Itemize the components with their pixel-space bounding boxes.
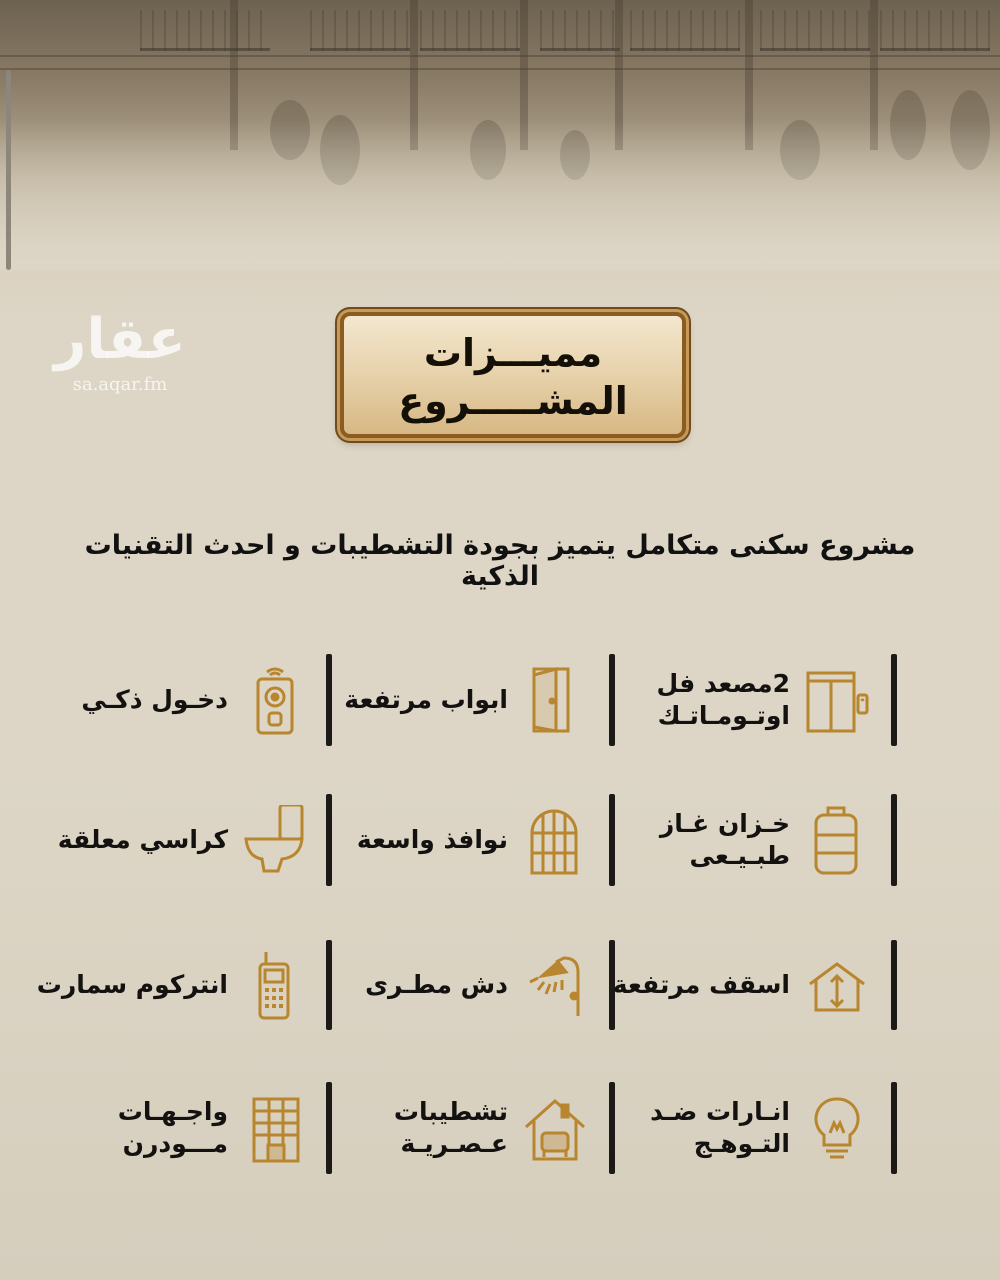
feature-label: كراسي معلقة bbox=[57, 825, 228, 854]
feature-label: دش مطـرى bbox=[365, 970, 508, 999]
feature-label: اسقف مرتفعة bbox=[612, 970, 790, 999]
feature-smart-entry bbox=[48, 655, 308, 745]
watermark-logo: عقار bbox=[54, 307, 186, 372]
separator bbox=[891, 940, 897, 1030]
feature-rain-shower bbox=[328, 940, 588, 1030]
feature-label: ابواب مرتفعة bbox=[344, 685, 508, 714]
high-ceiling-icon bbox=[804, 950, 870, 1020]
window-icon bbox=[522, 805, 588, 875]
feature-label: تشطيبات عـصـريـة bbox=[393, 1097, 508, 1158]
feature-elevator bbox=[610, 655, 870, 745]
feature-smart-intercom bbox=[36, 940, 308, 1030]
intercom-icon bbox=[242, 950, 308, 1020]
title-plate bbox=[340, 312, 686, 438]
feature-high-ceilings bbox=[610, 940, 870, 1030]
lightbulb-icon bbox=[804, 1093, 870, 1163]
watermark-url: sa.aqar.fm bbox=[72, 374, 168, 395]
aqar-watermark bbox=[40, 305, 200, 395]
feature-label: واجـهـات مـــودرن bbox=[117, 1097, 228, 1158]
separator bbox=[891, 1082, 897, 1174]
title-line-1: مميـــزات bbox=[423, 331, 603, 375]
toilet-icon bbox=[242, 805, 308, 875]
feature-label: نوافذ واسعة bbox=[356, 825, 508, 854]
building-photo bbox=[0, 0, 1000, 270]
feature-label: دخـول ذكـي bbox=[81, 685, 228, 714]
separator bbox=[891, 654, 897, 746]
title-line-2: المشـــــروع bbox=[398, 379, 628, 423]
feature-label: 2مصعد فل اوتـومـاتـك bbox=[656, 669, 790, 730]
house-finishing-icon bbox=[522, 1093, 588, 1163]
intro-text: مشروع سكنى متكامل يتميز بجودة التشطيبات و احدث التقنيات الذكية bbox=[84, 530, 916, 592]
feature-modern-facades bbox=[48, 1083, 308, 1173]
feature-anti-glare-lighting bbox=[610, 1083, 870, 1173]
rain-shower-icon bbox=[522, 950, 588, 1020]
feature-gas-tank bbox=[610, 795, 870, 885]
elevator-icon bbox=[804, 665, 870, 735]
feature-label: انتركوم سمارت bbox=[36, 970, 228, 999]
smart-entry-icon bbox=[242, 665, 308, 735]
feature-wall-hung-toilets bbox=[48, 795, 308, 885]
separator bbox=[891, 794, 897, 886]
gas-tank-icon bbox=[804, 805, 870, 875]
door-icon bbox=[522, 665, 588, 735]
feature-doors bbox=[328, 655, 588, 745]
scrollbar[interactable] bbox=[6, 70, 11, 270]
feature-modern-finishing bbox=[328, 1083, 588, 1173]
feature-windows bbox=[328, 795, 588, 885]
feature-label: خـزان غـاز طبـيـعى bbox=[659, 809, 790, 870]
building-facade-icon bbox=[242, 1093, 308, 1163]
feature-label: انـارات ضـد التـوهـج bbox=[650, 1097, 790, 1158]
